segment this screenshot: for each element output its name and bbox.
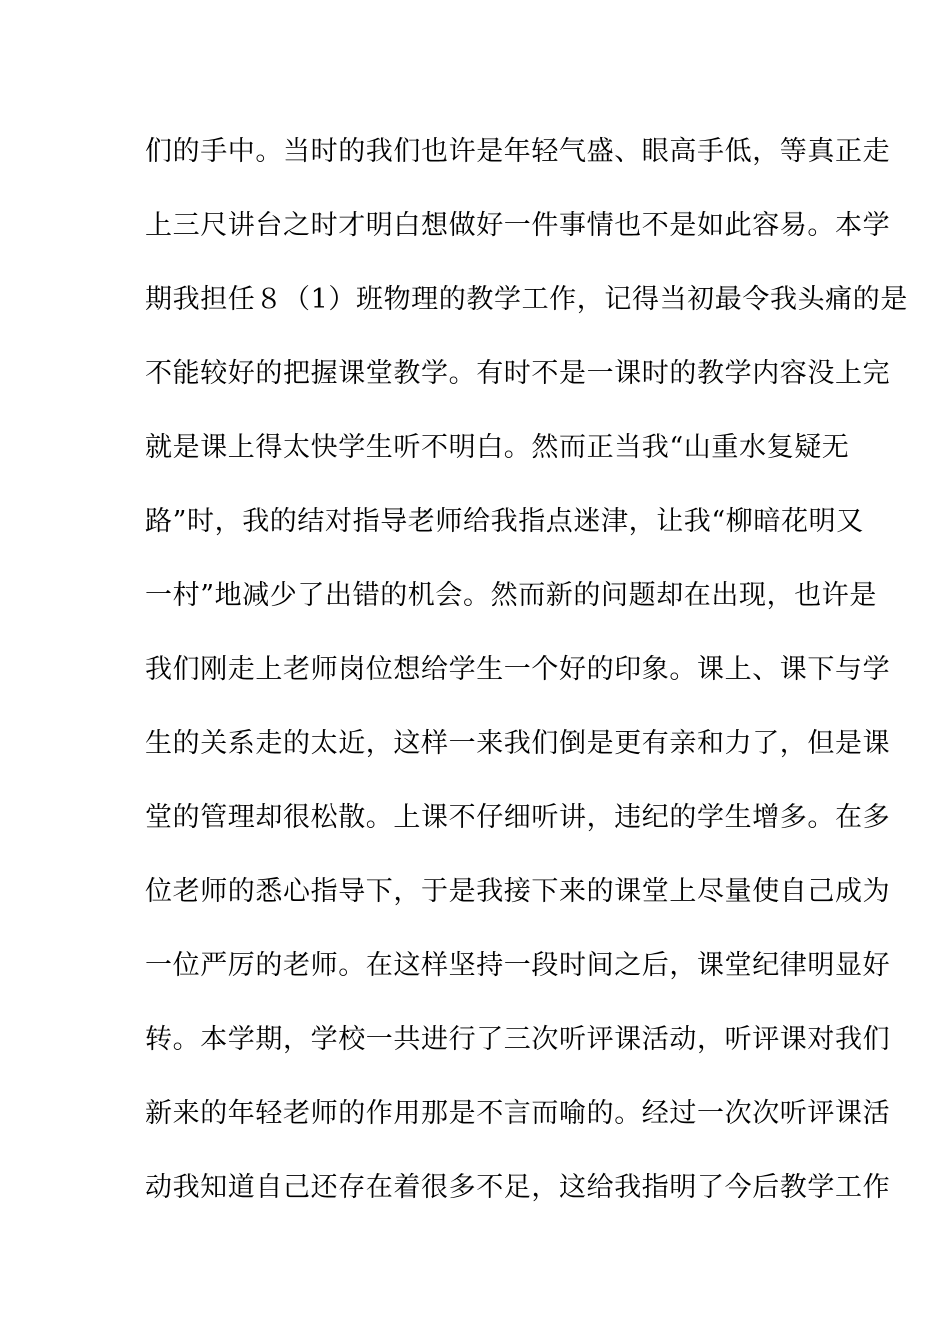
- text-line: 一位严厉的老师。在这样坚持一段时间之后，课堂纪律明显好: [145, 950, 891, 981]
- body-text: [145, 130, 908, 1240]
- text-line: 动我知道自己还存在着很多不足，这给我指明了今后教学工作: [145, 1172, 891, 1203]
- text-line: 路”时，我的结对指导老师给我指点迷津，让我“柳暗花明又: [145, 506, 864, 537]
- text-line: 上三尺讲台之时才明白想做好一件事情也不是如此容易。本学: [145, 210, 891, 241]
- text-line: 位老师的悉心指导下，于是我接下来的课堂上尽量使自己成为: [145, 876, 891, 907]
- text-line: 们的手中。当时的我们也许是年轻气盛、眼高手低，等真正走: [145, 136, 891, 167]
- text-line: 我们刚走上老师岗位想给学生一个好的印象。课上、课下与学: [145, 654, 891, 685]
- text-line: 不能较好的把握课堂教学。有时不是一课时的教学内容没上完: [145, 358, 891, 389]
- text-line: 一村”地减少了出错的机会。然而新的问题却在出现，也许是: [145, 580, 878, 611]
- text-line: 新来的年轻老师的作用那是不言而喻的。经过一次次听评课活: [145, 1098, 891, 1129]
- text-line: 生的关系走的太近，这样一来我们倒是更有亲和力了，但是课: [145, 728, 891, 759]
- text-line: 转。本学期，学校一共进行了三次听评课活动，听评课对我们: [145, 1024, 891, 1055]
- text-line: 堂的管理却很松散。上课不仔细听讲，违纪的学生增多。在多: [145, 802, 891, 833]
- text-line: 就是课上得太快学生听不明白。然而正当我“山重水复疑无: [145, 432, 850, 463]
- text-line: 期我担任８（1）班物理的教学工作，记得当初最令我头痛的是: [145, 284, 908, 315]
